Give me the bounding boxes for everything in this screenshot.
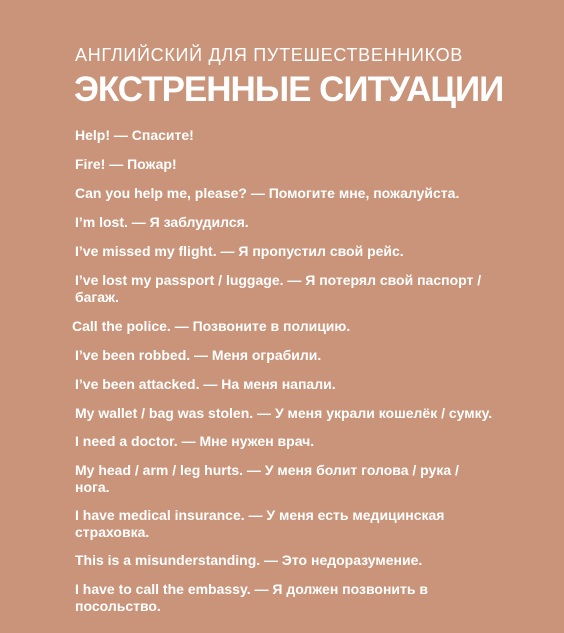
- phrase-item: I need a doctor. — Мне нужен врач.: [75, 433, 315, 449]
- phrase-item: Fire! — Пожар!: [75, 156, 177, 172]
- phrase-item: Can you help me, please? — Помогите мне, пожалуйста.: [75, 185, 460, 201]
- phrase-item: My head / arm / leg hurts. — У меня болит голова / рука / нога.: [75, 462, 459, 495]
- phrase-item: This is a misunderstanding. — Это недоразумение.: [75, 552, 423, 568]
- card-subtitle: АНГЛИЙСКИЙ ДЛЯ ПУТЕШЕСТВЕННИКОВ: [75, 45, 464, 65]
- phrase-item: I’ve lost my passport / luggage. — Я потерял свой паспорт / багаж.: [75, 272, 482, 305]
- phrase-item: My wallet / bag was stolen. — У меня украли кошелёк / сумку.: [75, 405, 493, 421]
- phrase-item: I’ve been attacked. — На меня напали.: [75, 376, 336, 392]
- card-title: ЭКСТРЕННЫЕ СИТУАЦИИ: [74, 70, 504, 109]
- phrase-item: I’m lost. — Я заблудился.: [75, 214, 249, 230]
- phrase-item: I have medical insurance. — У меня есть медицинская страховка.: [75, 507, 445, 540]
- phrase-item: I’ve missed my flight. — Я пропустил свой рейс.: [75, 243, 404, 259]
- phrase-list: [72, 127, 495, 627]
- phrase-item: Help! — Спасите!: [75, 127, 194, 143]
- phrase-item: I have to call the embassy. — Я должен позвонить в посольство.: [75, 581, 428, 614]
- phrase-item: I’ve been robbed. — Меня ограбили.: [75, 347, 322, 363]
- phrase-item: Call the police. — Позвоните в полицию.: [72, 318, 351, 334]
